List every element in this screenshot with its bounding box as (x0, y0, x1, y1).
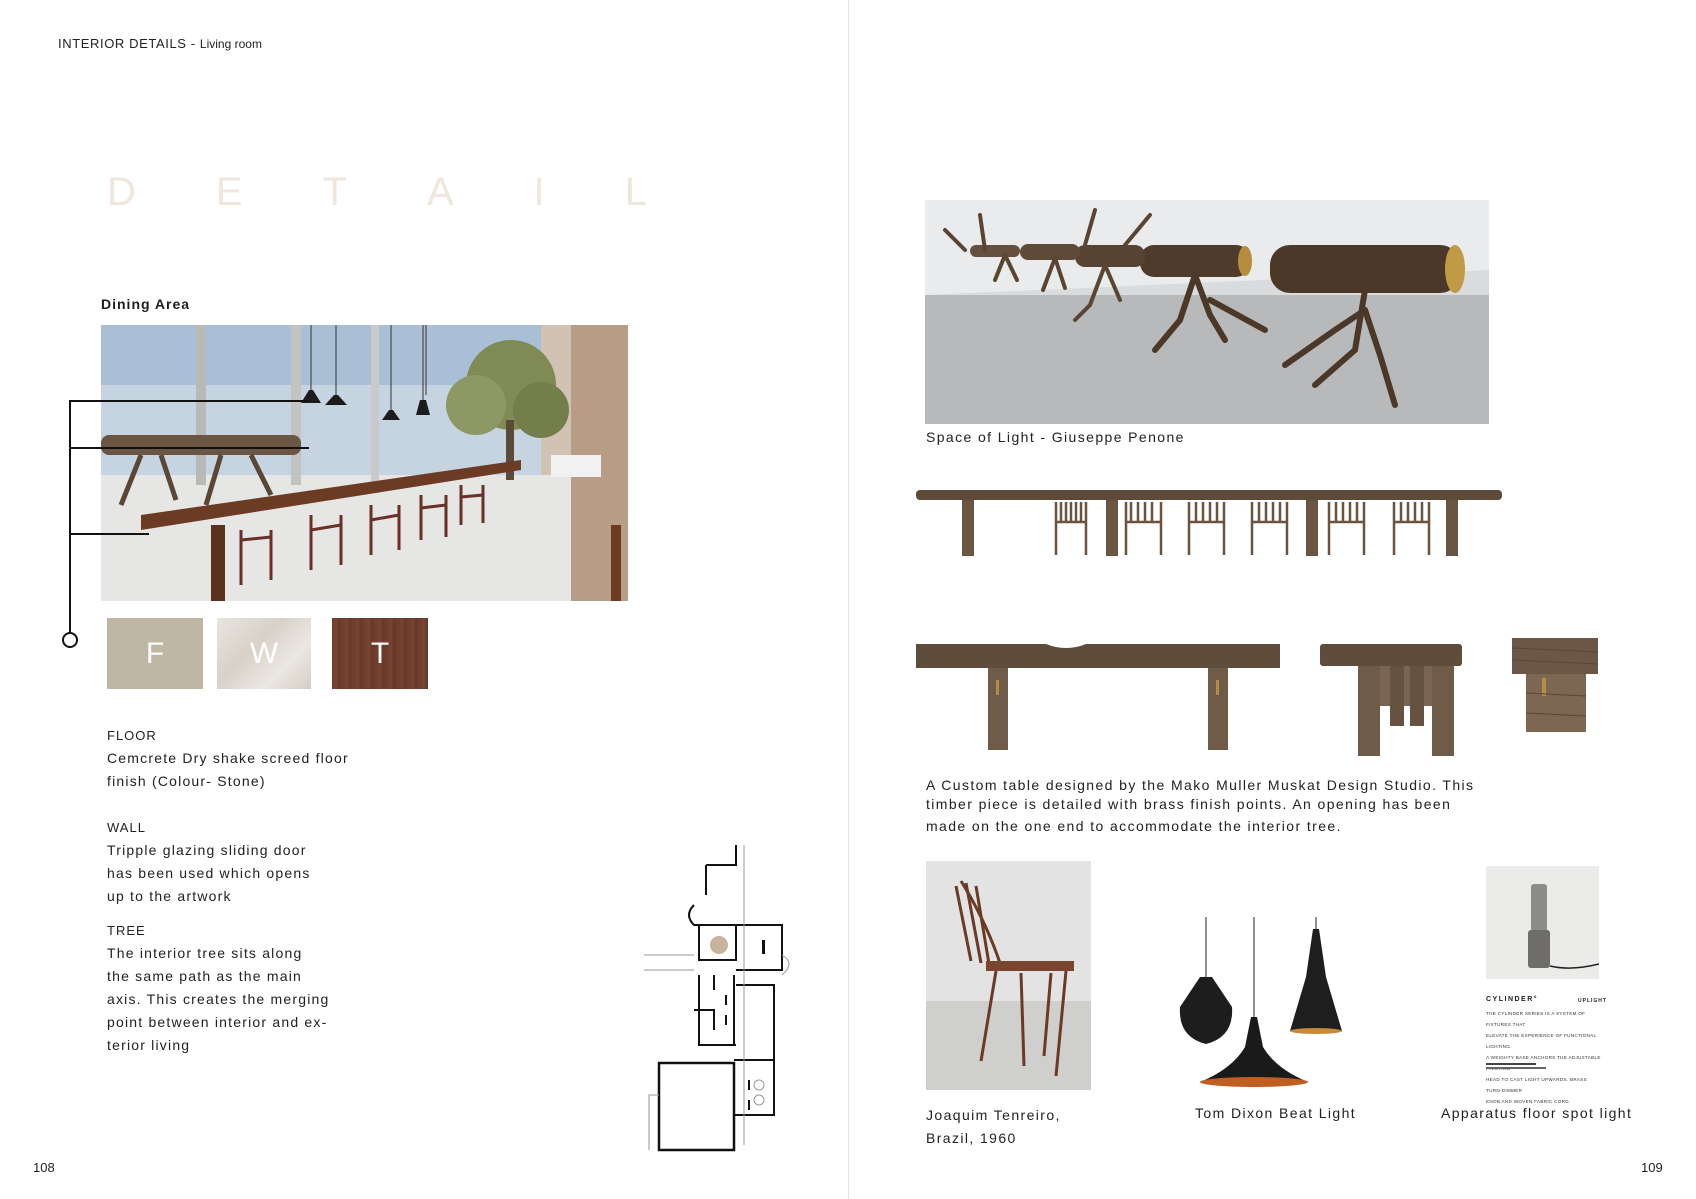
description-line: timber piece is detailed with brass finish points. An opening has been (926, 796, 1452, 812)
table-side-elevation (916, 640, 1280, 752)
page-number-right: 109 (1641, 1160, 1663, 1175)
swatch-tree (332, 618, 428, 689)
floor-plan (644, 845, 809, 1155)
page-number-left: 108 (33, 1160, 55, 1175)
artwork-caption: Space of Light - Giuseppe Penone (926, 429, 1185, 445)
spec-line: axis. This creates the merging (107, 991, 330, 1007)
cylinder-body (1486, 1008, 1604, 1107)
swatch-floor (107, 618, 203, 689)
description-line: A Custom table designed by the Mako Muller Muskat Design Studio. This (926, 777, 1475, 793)
cylinder-subtitle: UPLIGHT (1578, 998, 1607, 1004)
chair-caption (926, 1104, 1061, 1150)
description-line: made on the one end to accommodate the interior tree. (926, 818, 1342, 834)
swatch-wall (217, 618, 311, 689)
callout-line-table (69, 533, 149, 535)
spec-line: Tripple glazing sliding door (107, 842, 307, 858)
swatch-letter: F (145, 636, 165, 670)
spec-wall (107, 816, 311, 908)
cylinder-body-line: A WEIGHTY BASE ANCHORS THE ADJUSTABLE (1486, 1055, 1601, 1060)
callout-dot (62, 632, 78, 648)
spec-label: FLOOR (107, 728, 157, 743)
big-title-letter: L (624, 170, 647, 214)
big-title-letter: D (107, 170, 136, 214)
spec-line: The interior tree sits along (107, 945, 303, 961)
artwork-photo (925, 200, 1489, 424)
swatch-letter: T (370, 636, 390, 670)
callout-line-artwork (69, 447, 309, 449)
swatch-letter: W (249, 636, 279, 670)
page-divider (848, 0, 849, 1199)
caption-line: Brazil, 1960 (926, 1130, 1017, 1146)
cylinder-footnote (1486, 1063, 1586, 1069)
big-title-letter: I (533, 170, 545, 214)
spec-line: has been used which opens (107, 865, 311, 881)
spec-label: TREE (107, 923, 146, 938)
spec-tree (107, 919, 330, 1057)
big-title-letter: T (322, 170, 347, 214)
spec-line: the same path as the main (107, 968, 302, 984)
spec-line: point between interior and ex- (107, 1014, 328, 1030)
table-description (926, 776, 1496, 836)
spot-light-caption: Apparatus floor spot light (1441, 1105, 1633, 1121)
spec-line: up to the artwork (107, 888, 232, 904)
header-room: Living room (199, 37, 262, 51)
big-title-letter: A (426, 170, 454, 214)
spec-line: terior living (107, 1037, 191, 1053)
table-end-elevation (1320, 640, 1462, 758)
caption-line: Joaquim Tenreiro, (926, 1107, 1061, 1123)
big-title (107, 170, 647, 215)
callout-line-pendants (69, 400, 309, 402)
running-header (58, 36, 262, 51)
callout-line-vertical (69, 400, 71, 637)
dining-area-render (101, 325, 628, 601)
cylinder-body-line: ELEVATE THE EXPERIENCE OF FUNCTIONAL LIGHTING. (1486, 1033, 1597, 1049)
cylinder-title: CYLINDER° (1486, 996, 1539, 1003)
big-title-letter: E (215, 170, 243, 214)
table-chairs-elevation (916, 487, 1502, 557)
dining-area-title: Dining Area (101, 296, 191, 312)
spec-floor (107, 724, 349, 793)
spot-light-photo (1486, 866, 1599, 979)
cylinder-body-line: THE CYLINDER SERIES IS A SYSTEM OF FIXTURES THAT (1486, 1011, 1586, 1027)
header-section: INTERIOR DETAILS (58, 36, 187, 51)
cylinder-body-line: KNOB AND WOVEN FABRIC CORD. (1486, 1099, 1571, 1104)
header-separator: - (190, 36, 196, 51)
chair-photo (926, 861, 1091, 1090)
pendant-caption: Tom Dixon Beat Light (1195, 1105, 1357, 1121)
spec-line: Cemcrete Dry shake screed floor (107, 750, 349, 766)
table-detail-closeup (1512, 638, 1598, 734)
cylinder-body-line: HEAD TO CAST LIGHT UPWARDS. BRASS TURN-DIMMER (1486, 1077, 1588, 1093)
spec-line: finish (Colour- Stone) (107, 773, 266, 789)
pendant-lights-image (1168, 917, 1348, 1092)
spec-label: WALL (107, 820, 146, 835)
